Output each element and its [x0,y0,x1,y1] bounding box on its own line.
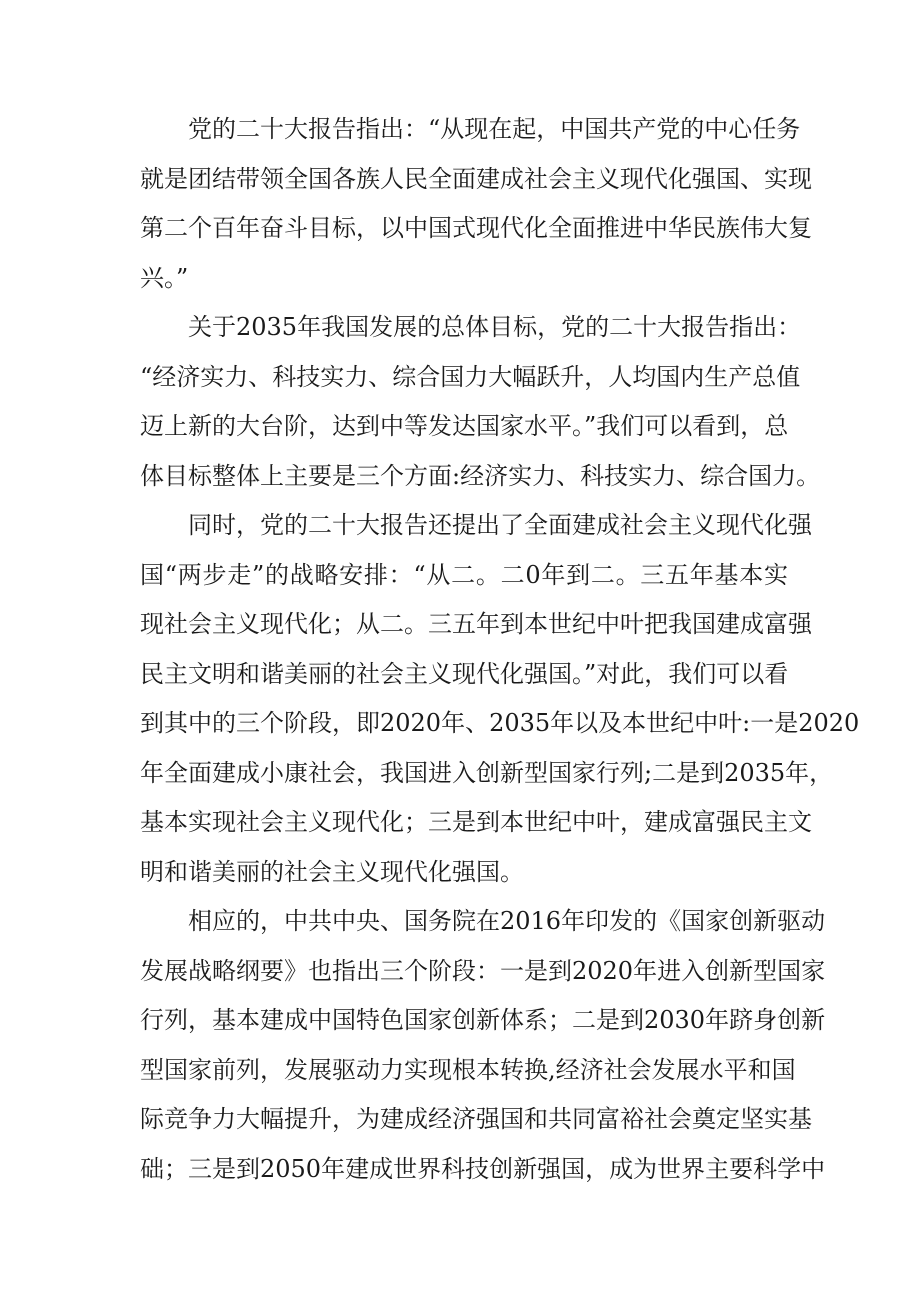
text-line: 行列，基本建成中国特色国家创新体系；二是到2030年跻身创新 [140,1006,826,1034]
text-line: 民主文明和谐美丽的社会主义现代化强国。”对此，我们可以看 [140,659,789,688]
text-line: 国“两步走”的战略安排：“从二。二0年到二。三五年基本实 [140,560,788,589]
paragraph-1 [140,105,812,303]
text-line: 基本实现社会主义现代化；三是到本世纪中叶，建成富强民主文 [140,808,812,836]
text-line: “经济实力、科技实力、综合国力大幅跃升，人均国内生产总值 [140,362,801,391]
text-line: 体目标整体上主要是三个方面:经济实力、科技实力、综合国力。 [140,461,821,490]
text-line: 年全面建成小康社会，我国进入创新型国家行列;二是到2035年， [140,758,834,787]
text-line: 现社会主义现代化；从二。三五年到本世纪中叶把我国建成富强 [140,610,812,638]
text-line: 际竞争力大幅提升，为建成经济强国和共同富裕社会奠定坚实基 [140,1105,812,1133]
text-line: 第二个百年奋斗目标，以中国式现代化全面推进中华民族伟大复 [140,214,812,242]
text-line: 同时，党的二十大报告还提出了全面建成社会主义现代化强 [188,511,812,539]
paragraph-3 [140,501,860,897]
text-line: 迈上新的大台阶，达到中等发达国家水平。”我们可以看到，总 [140,412,789,440]
text-line: 明和谐美丽的社会主义现代化强国。 [140,857,524,886]
paragraph-4 [140,897,826,1194]
text-line: 关于2035年我国发展的总体目标，党的二十大报告指出： [188,313,802,341]
text-line: 到其中的三个阶段，即2020年、2035年以及本世纪中叶:一是2020 [140,709,860,737]
document-body [140,105,860,1194]
text-line: 就是团结带领全国各族人民全面建成社会主义现代化强国、实现 [140,164,812,193]
text-line: 相应的，中共中央、国务院在2016年印发的《国家创新驱动 [188,907,826,935]
text-line: 党的二十大报告指出：“从现在起，中国共产党的中心任务 [188,115,801,143]
paragraph-2 [140,303,821,501]
text-line: 础；三是到2050年建成世界科技创新强国，成为世界主要科学中 [140,1154,826,1183]
text-line: 兴。” [140,263,189,292]
text-line: 型国家前列，发展驱动力实现根本转换,经济社会发展水平和国 [140,1055,796,1084]
text-line: 发展战略纲要》也指出三个阶段：一是到2020年进入创新型国家 [140,956,826,985]
